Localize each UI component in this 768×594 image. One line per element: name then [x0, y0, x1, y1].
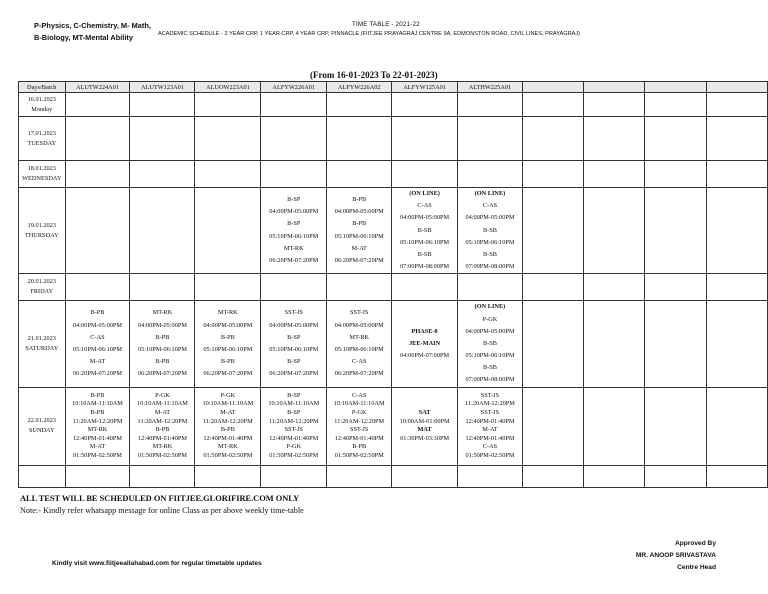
class-line: 06:20PM-07:20PM: [334, 370, 384, 378]
class-line: 06:20PM-07:20PM: [72, 370, 122, 378]
class-line: MT-RK: [87, 426, 108, 434]
class-line: 07:00PM-08:00PM: [465, 376, 515, 384]
schedule-cell: [522, 274, 583, 301]
schedule-cell: [261, 93, 327, 117]
day-row: [19, 387, 768, 465]
class-line: C-AS: [417, 202, 432, 210]
schedule-cell: [706, 465, 767, 487]
day-name: SUNDAY: [28, 427, 55, 435]
schedule-cell: [130, 301, 195, 387]
class-line: 12:40PM-01:40PM: [465, 417, 515, 425]
class-line: M-AT: [154, 408, 171, 416]
class-line: 05:10PM-06:10PM: [269, 232, 319, 240]
class-line: B-SB: [417, 250, 432, 258]
day-cell: [19, 117, 66, 161]
class-line: SST-JS: [350, 309, 369, 317]
header-days-batch: Days/Batch: [19, 82, 66, 93]
class-line: 07:00PM-08:00PM: [465, 263, 515, 271]
class-line: MT-RK: [218, 309, 238, 317]
class-line: P-GK: [286, 443, 302, 451]
day-date: 21.01.2023: [27, 334, 56, 342]
class-line: 01:50PM-02:50PM: [203, 451, 253, 459]
header-batch: ALFYW226A02: [327, 82, 392, 93]
class-line: 06:20PM-07:20PM: [334, 257, 384, 265]
schedule-cell: [327, 274, 392, 301]
class-line: 05:10PM-06:10PM: [334, 345, 384, 353]
schedule-cell: [195, 161, 261, 188]
day-cell: [19, 387, 66, 465]
class-line: 05:10PM-06:10PM: [203, 345, 253, 353]
class-line: B-SP: [287, 220, 301, 228]
day-row: [19, 161, 768, 188]
day-row: [19, 274, 768, 301]
class-line: 12:40PM-01:40PM: [269, 434, 319, 442]
class-line: B-PB: [90, 391, 105, 399]
class-line: 11:20AM-12:20PM: [137, 417, 188, 425]
class-line: MT-RK: [218, 443, 238, 451]
day-cell: [19, 274, 66, 301]
class-line: M-AT: [351, 244, 367, 252]
class-line: B-PB: [220, 426, 235, 434]
class-line: M-AT: [89, 358, 106, 366]
class-line: 10:10AM-11:10AM: [137, 400, 188, 408]
class-line: MT-RK: [152, 309, 173, 317]
schedule-cell: [584, 465, 645, 487]
class-line: PHASE-8: [411, 327, 438, 335]
schedule-cell: [327, 93, 392, 117]
schedule-cell: [584, 93, 645, 117]
class-line: 05:10PM-06:10PM: [72, 345, 122, 353]
class-line: B-PB: [155, 426, 170, 434]
schedule-cell: [645, 93, 706, 117]
class-line: 04:00PM-07:00PM: [400, 352, 450, 360]
class-line: 04:00PM-05:00PM: [465, 327, 515, 335]
schedule-cell: [195, 93, 261, 117]
legend-line-2: B-Biology, MT-Mental Ability: [34, 33, 133, 42]
schedule-cell: [392, 117, 458, 161]
schedule-cell: [130, 188, 195, 274]
class-line: 11:20AM-12:20PM: [465, 400, 515, 408]
schedule-cell: [392, 465, 458, 487]
schedule-cell: [130, 93, 195, 117]
schedule-cell: [645, 301, 706, 387]
class-line: 04:00PM-05:00PM: [137, 321, 187, 329]
schedule-cell: [195, 117, 261, 161]
class-line: 05:10PM-06:10PM: [465, 352, 515, 360]
schedule-cell: [645, 465, 706, 487]
class-line: 12:40PM-01:40PM: [203, 434, 253, 442]
day-date: 18.01.2023: [27, 165, 56, 172]
schedule-cell: [195, 465, 261, 487]
schedule-cell: [706, 161, 767, 188]
schedule-cell: [522, 161, 583, 188]
class-line: 01:50PM-02:50PM: [269, 451, 319, 459]
online-class-note: Note:- Kindly refer whatsapp message for online Class as per above weekly time-table: [20, 506, 304, 515]
subject-legend: [34, 20, 151, 44]
schedule-cell: [522, 387, 583, 465]
schedule-cell: [130, 274, 195, 301]
schedule-cell: [706, 93, 767, 117]
schedule-cell: [327, 387, 392, 465]
schedule-cell: [261, 117, 327, 161]
schedule-cell: [130, 117, 195, 161]
class-line: 01:50PM-02:50PM: [465, 451, 515, 459]
class-line: 05:10PM-06:10PM: [400, 238, 450, 246]
schedule-cell: [65, 117, 130, 161]
schedule-cell: [392, 301, 458, 387]
schedule-cell: [645, 188, 706, 274]
class-line: M-AT: [220, 408, 236, 416]
header-batch: ALUOW223A01: [195, 82, 261, 93]
class-line: 04:00PM-05:00PM: [72, 321, 122, 329]
class-line: B-SP: [287, 333, 301, 341]
class-line: 07:00PM-08:00PM: [400, 263, 450, 271]
approver-name: MR. ANOOP SRIVASTAVA: [635, 552, 716, 559]
schedule-cell: [522, 93, 583, 117]
class-line: 10:00AM-01:00PM: [399, 417, 450, 425]
class-line: C-AS: [352, 358, 367, 366]
schedule-cell: [584, 188, 645, 274]
day-row: [19, 93, 768, 117]
class-line: B-SB: [482, 250, 497, 258]
class-line: 11:20AM-12:20PM: [334, 417, 385, 425]
class-line: 10:10AM-11:10AM: [268, 400, 320, 408]
schedule-cell: [65, 188, 130, 274]
approved-by-label: Approved By: [674, 540, 716, 547]
header-batch: [706, 82, 767, 93]
schedule-cell: [706, 274, 767, 301]
approval-block: [636, 538, 716, 574]
schedule-cell: [458, 93, 523, 117]
header-batch: ALUTW224A01: [65, 82, 130, 93]
approver-title: Centre Head: [677, 564, 716, 571]
class-line: (ON LINE): [474, 190, 506, 197]
day-date: 17.01.2023: [27, 129, 56, 137]
schedule-cell: [65, 161, 130, 188]
class-line: 04:00PM-05:00PM: [400, 214, 450, 222]
class-line: 11:20AM-12:20PM: [202, 417, 253, 425]
header-batch: [645, 82, 706, 93]
class-line: B-SP: [287, 391, 301, 399]
day-cell: [19, 301, 66, 387]
class-line: B-SB: [482, 364, 497, 372]
day-date: 20.01.2023: [27, 278, 56, 286]
schedule-cell: [327, 465, 392, 487]
header-batch: [584, 82, 645, 93]
class-line: B-PB: [352, 220, 367, 228]
class-line: 10:10AM-11:10AM: [72, 400, 123, 408]
class-line: 06:20PM-07:20PM: [269, 370, 319, 378]
class-line: B-SP: [287, 196, 301, 204]
schedule-cell: [65, 93, 130, 117]
header-batch: ALTHW225A01: [458, 82, 523, 93]
class-line: SST-JS: [480, 391, 500, 399]
day-row: [19, 301, 768, 387]
class-line: SAT: [418, 408, 431, 416]
class-line: B-SP: [287, 358, 301, 366]
class-line: B-PB: [352, 443, 367, 451]
schedule-cell: [522, 301, 583, 387]
class-line: 04:00PM-05:00PM: [203, 321, 253, 329]
class-line: (ON LINE): [409, 190, 440, 197]
schedule-cell: [65, 274, 130, 301]
schedule-cell: [195, 387, 261, 465]
schedule-cell: [458, 301, 523, 387]
header-batch: [522, 82, 583, 93]
day-cell: [19, 161, 66, 188]
class-line: 10:10AM-11:10AM: [202, 400, 254, 408]
legend-line-1: P-Physics, C-Chemistry, M- Math,: [34, 21, 151, 30]
class-line: B-PB: [90, 309, 105, 317]
class-line: 04:00PM-05:00PM: [269, 321, 319, 329]
class-line: B-PB: [220, 333, 235, 341]
class-line: P-GK: [482, 315, 498, 323]
schedule-cell: [522, 188, 583, 274]
class-line: 05:10PM-06:10PM: [465, 238, 515, 246]
timetable-grid: [18, 81, 768, 488]
class-line: C-AS: [90, 333, 105, 341]
schedule-cell: [130, 387, 195, 465]
class-line: B-PB: [155, 358, 170, 366]
schedule-cell: [392, 161, 458, 188]
schedule-cell: [261, 387, 327, 465]
class-line: B-SB: [482, 339, 497, 347]
day-cell: [19, 93, 66, 117]
schedule-cell: [327, 161, 392, 188]
header-batch: ALUTW123A01: [130, 82, 195, 93]
class-line: 12:40PM-01:40PM: [465, 434, 515, 442]
class-line: 06:20PM-07:20PM: [137, 370, 187, 378]
class-line: B-PB: [155, 333, 170, 341]
schedule-cell: [584, 161, 645, 188]
class-line: MT-RK: [152, 443, 173, 451]
schedule-cell: [584, 301, 645, 387]
class-line: B-SP: [287, 408, 301, 416]
class-line: P-GK: [155, 391, 170, 399]
schedule-cell: [645, 387, 706, 465]
class-line: B-PB: [90, 408, 105, 416]
website-note: Kindly visit www.fiitjeeallahabad.com for regular timetable updates: [52, 560, 262, 567]
class-line: SST-JS: [284, 309, 303, 317]
class-line: C-AS: [482, 202, 498, 210]
class-line: SST-JS: [284, 426, 303, 434]
academic-schedule-line: ACADEMIC SCHEDULE - 2 YEAR CRP, 1 YEAR CRP, 4 YEAR CRP, PINNACLE (FIITJEE PRAYAGRAJ CENTRE 9A, EDMONSTON ROAD, CIVIL LINES, PRAYAGRAJ): [158, 31, 581, 37]
schedule-cell: [584, 387, 645, 465]
header-row: [19, 82, 768, 93]
schedule-cell: [458, 161, 523, 188]
day-name: TUESDAY: [27, 139, 57, 147]
schedule-cell: [261, 301, 327, 387]
test-schedule-note: ALL TEST WILL BE SCHEDULED ON FIITJEE.GLORIFIRE.COM ONLY: [20, 494, 300, 503]
schedule-cell: [645, 274, 706, 301]
schedule-cell: [261, 465, 327, 487]
class-line: (ON LINE): [474, 303, 506, 311]
class-line: C-AS: [482, 443, 498, 451]
class-line: MT-RK: [283, 244, 304, 252]
class-line: B-PB: [352, 196, 367, 204]
class-line: MAT: [417, 426, 432, 434]
schedule-cell: [706, 301, 767, 387]
schedule-cell: [261, 161, 327, 188]
schedule-cell: [392, 387, 458, 465]
schedule-cell: [130, 161, 195, 188]
class-line: M-AT: [89, 443, 106, 451]
day-row: [19, 117, 768, 161]
schedule-cell: [706, 188, 767, 274]
day-name: THURSDAY: [24, 231, 59, 239]
timetable-title: TIME TABLE - 2021-22: [352, 21, 420, 28]
class-line: SST-JS: [480, 408, 500, 416]
class-line: 04:00PM-05:00PM: [334, 208, 384, 216]
schedule-cell: [392, 188, 458, 274]
class-line: MT-RK: [349, 333, 370, 341]
schedule-cell: [392, 274, 458, 301]
schedule-cell: [327, 117, 392, 161]
day-cell: [19, 465, 66, 487]
header-batch: ALFYW226A01: [261, 82, 327, 93]
day-date: 19.01.2023: [27, 221, 56, 229]
class-line: JEE-MAIN: [409, 339, 441, 347]
class-line: SST-JS: [350, 426, 369, 434]
schedule-cell: [65, 301, 130, 387]
class-line: 10:10AM-11:10AM: [333, 400, 385, 408]
class-line: 12:40PM-01:40PM: [334, 434, 384, 442]
class-line: 06:20PM-07:20PM: [269, 257, 319, 265]
schedule-cell: [458, 188, 523, 274]
schedule-cell: [261, 274, 327, 301]
day-row: [19, 465, 768, 487]
class-line: 05:10PM-06:10PM: [334, 232, 384, 240]
schedule-cell: [195, 188, 261, 274]
class-line: M-AT: [482, 426, 498, 434]
class-line: 12:40PM-01:40PM: [72, 434, 122, 442]
schedule-cell: [706, 117, 767, 161]
class-line: 04:00PM-05:00PM: [465, 214, 515, 222]
schedule-cell: [195, 274, 261, 301]
class-line: B-PB: [220, 358, 235, 366]
schedule-cell: [327, 301, 392, 387]
schedule-cell: [458, 274, 523, 301]
schedule-cell: [458, 117, 523, 161]
class-line: 01:50PM-02:50PM: [137, 451, 187, 459]
schedule-cell: [584, 274, 645, 301]
class-line: 01:50PM-02:50PM: [334, 451, 384, 459]
class-line: P-GK: [220, 391, 236, 399]
class-line: C-AS: [352, 391, 367, 399]
day-date: 16.01.2023: [27, 95, 56, 103]
class-line: 01:30PM-03:30PM: [400, 434, 450, 442]
class-line: 11:20AM-12:20PM: [72, 417, 123, 425]
schedule-cell: [392, 93, 458, 117]
class-line: B-SB: [417, 226, 432, 234]
schedule-cell: [645, 161, 706, 188]
day-cell: [19, 188, 66, 274]
schedule-cell: [458, 387, 523, 465]
class-line: 11:20AM-12:20PM: [268, 417, 319, 425]
class-line: 04:00PM-05:00PM: [269, 208, 319, 216]
schedule-cell: [522, 465, 583, 487]
schedule-cell: [261, 188, 327, 274]
day-row: [19, 188, 768, 274]
date-range: (From 16-01-2023 To 22-01-2023): [310, 70, 438, 80]
day-name: Monday: [31, 105, 53, 113]
schedule-cell: [327, 188, 392, 274]
day-name: WEDNESDAY: [22, 175, 62, 182]
class-line: 04:00PM-05:00PM: [334, 321, 384, 329]
schedule-cell: [195, 301, 261, 387]
schedule-cell: [65, 465, 130, 487]
day-name: FRIDAY: [30, 288, 54, 296]
schedule-cell: [130, 465, 195, 487]
class-line: B-SB: [482, 226, 497, 234]
class-line: 01:50PM-02:50PM: [72, 451, 122, 459]
day-date: 22.01.2023: [27, 417, 56, 425]
schedule-cell: [645, 117, 706, 161]
class-line: P-GK: [351, 408, 367, 416]
schedule-cell: [584, 117, 645, 161]
schedule-cell: [706, 387, 767, 465]
class-line: 06:20PM-07:20PM: [203, 370, 253, 378]
class-line: 05:10PM-06:10PM: [269, 345, 319, 353]
class-line: 12:40PM-01:40PM: [137, 434, 187, 442]
timetable-body: [19, 93, 768, 488]
schedule-cell: [65, 387, 130, 465]
day-name: SATURDAY: [25, 344, 59, 352]
class-line: 05:10PM-06:10PM: [137, 345, 187, 353]
schedule-cell: [522, 117, 583, 161]
schedule-cell: [458, 465, 523, 487]
header-batch: ALFYW125A01: [392, 82, 458, 93]
